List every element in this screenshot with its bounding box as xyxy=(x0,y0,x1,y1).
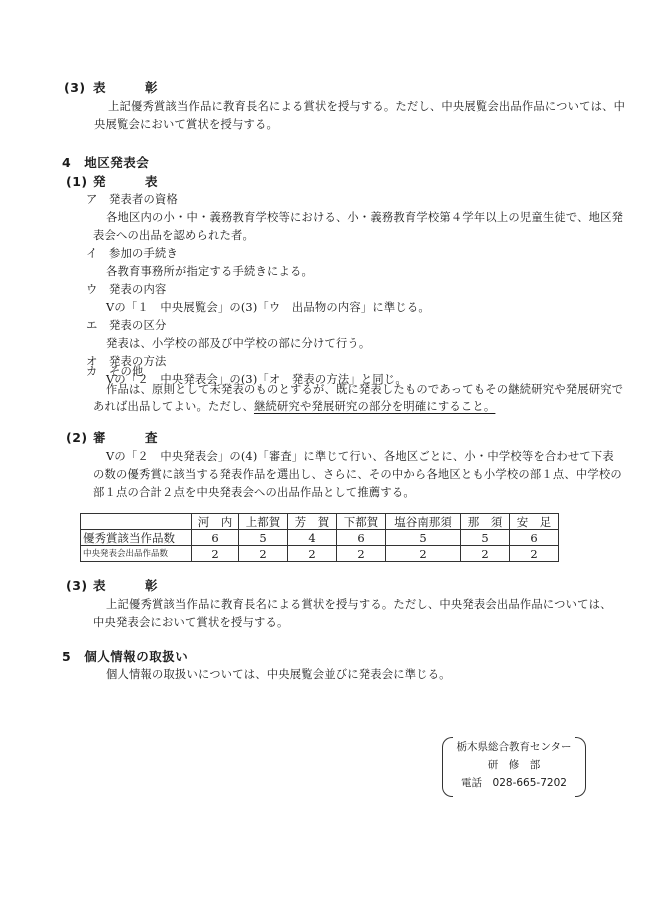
table-row xyxy=(81,546,559,562)
commend2-heading: 表 彰 xyxy=(93,578,159,593)
item-u-line-1: Ⅴの「１ 中央展覧会」の(3)「ウ 出品物の内容」に準じる。 xyxy=(106,301,430,314)
table-cell: 2 xyxy=(288,546,337,562)
table-cell: 2 xyxy=(192,546,239,562)
commend2-heading-number: (3) xyxy=(66,578,88,593)
commend2-text-line-1: 上記優秀賞該当作品に教育長名による賞状を授与する。ただし、中央発表会出品作品については、 xyxy=(106,598,612,611)
column-header: 下都賀 xyxy=(337,514,386,530)
section-5-heading: 5 個人情報の取扱い xyxy=(62,649,189,664)
row-header: 優秀賞該当作品数 xyxy=(81,530,192,546)
item-o-label: オ 発表の方法 xyxy=(86,355,167,368)
table-corner-cell xyxy=(81,514,192,530)
table-cell: 6 xyxy=(192,530,239,546)
section-4-heading: 4 地区発表会 xyxy=(62,155,150,170)
commend-text-line-2: 央展覧会において賞状を授与する。 xyxy=(94,118,278,131)
item-a-label: ア 発表者の資格 xyxy=(86,193,178,206)
table-cell: 5 xyxy=(239,530,288,546)
column-header: 塩谷南那須 xyxy=(386,514,461,530)
table-header-row xyxy=(81,514,559,530)
contact-organization: 栃木県総合教育センター xyxy=(456,741,572,753)
row-header: 中央発表会出品作品数 xyxy=(81,546,192,562)
item-ka-label: カ その他 xyxy=(86,365,144,378)
column-header: 安 足 xyxy=(510,514,559,530)
commend-heading: 表 彰 xyxy=(93,80,159,95)
review-heading-number: (2) xyxy=(66,430,88,445)
item-u-label: ウ 発表の内容 xyxy=(86,283,167,296)
review-text-line-3: 部１点の合計２点を中央発表会への出品作品として推薦する。 xyxy=(93,486,415,499)
item-a-line-1: 各地区内の小・中・義務教育学校等における、小・義務教育学校第４学年以上の児童生徒で、地区発 xyxy=(106,211,624,224)
item-ka-line-2 xyxy=(93,400,495,414)
table-cell: 2 xyxy=(239,546,288,562)
table-cell: 5 xyxy=(461,530,510,546)
table-row xyxy=(81,530,559,546)
table-cell: 4 xyxy=(288,530,337,546)
column-header: 河 内 xyxy=(192,514,239,530)
commend2-text-line-2: 中央発表会において賞状を授与する。 xyxy=(93,616,289,629)
district-awards-table xyxy=(80,513,559,562)
contact-box xyxy=(442,737,586,795)
privacy-text: 個人情報の取扱いについては、中央展覧会並びに発表会に準じる。 xyxy=(106,668,451,681)
commend-heading-number: (3) xyxy=(64,80,86,95)
table-cell: 5 xyxy=(386,530,461,546)
commend-text-line-1: 上記優秀賞該当作品に教育長名による賞状を授与する。ただし、中央展覧会出品作品については、中 xyxy=(108,100,626,113)
item-ka-line-2-underlined: 継続研究や発展研究の部分を明確にすること。 xyxy=(253,400,496,413)
review-text-line-1: Ⅴの「２ 中央発表会」の(4)「審査」に準じて行い、各地区ごとに、小・中学校等を合わせて下表 xyxy=(106,450,614,463)
column-header: 那 須 xyxy=(461,514,510,530)
item-i-label: イ 参加の手続き xyxy=(86,247,178,260)
presentation-heading: 発 表 xyxy=(93,174,159,189)
table-cell: 2 xyxy=(386,546,461,562)
table-cell: 2 xyxy=(510,546,559,562)
review-text-line-2: の数の優秀賞に該当する発表作品を選出し、さらに、その中から各地区とも小学校の部１点、中学校の xyxy=(93,468,622,481)
table-cell: 2 xyxy=(337,546,386,562)
item-a-line-2: 表会への出品を認められた者。 xyxy=(93,229,254,242)
contact-phone: 電話 028-665-7202 xyxy=(461,777,567,789)
item-ka-line-1: 作品は、原則として未発表のものとするが、既に発表したものであってもその継続研究や発展研究で xyxy=(106,383,624,396)
review-heading: 審 査 xyxy=(93,430,159,445)
presentation-heading-number: (1) xyxy=(66,174,88,189)
column-header: 上都賀 xyxy=(239,514,288,530)
item-e-line-1: 発表は、小学校の部及び中学校の部に分けて行う。 xyxy=(106,337,371,350)
column-header: 芳 賀 xyxy=(288,514,337,530)
item-ka-line-2-plain: あれば出品してよい。ただし、 xyxy=(93,400,254,413)
table-cell: 6 xyxy=(510,530,559,546)
item-e-label: エ 発表の区分 xyxy=(86,319,167,332)
table-cell: 6 xyxy=(337,530,386,546)
item-o-line-1: Ⅴの「２ 中央発表会」の(3)「オ 発表の方法」と同じ。 xyxy=(106,373,407,386)
table-cell: 2 xyxy=(461,546,510,562)
contact-department: 研 修 部 xyxy=(487,759,541,771)
item-i-line-1: 各教育事務所が指定する手続きによる。 xyxy=(106,265,313,278)
